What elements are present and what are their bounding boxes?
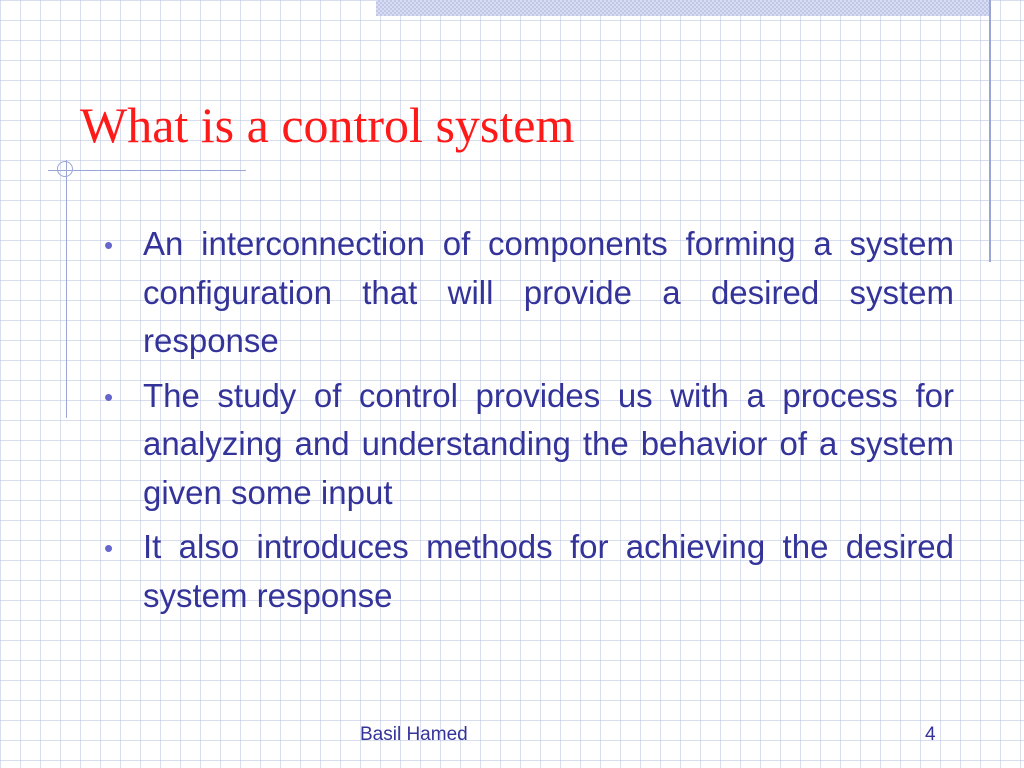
bullet-dot-icon: •: [104, 230, 114, 260]
bullet-text-1: An interconnection of components forming a system configuration that will provide a desired system response: [143, 225, 954, 359]
bullet-item-1: [102, 220, 954, 366]
bullet-item-3: [102, 523, 954, 620]
title-underline-rule: [48, 170, 246, 171]
slide-title: What is a control system: [80, 97, 575, 153]
bullet-item-2: [102, 372, 954, 518]
bullet-list: [102, 220, 954, 626]
bullet-dot-icon: •: [104, 381, 114, 412]
page-number: 4: [925, 724, 936, 745]
bullet-text-2: The study of control provides us with a process for analyzing and understanding the behavior of a system given some input: [143, 376, 954, 511]
crosshair-circle-decoration: [57, 161, 73, 177]
footer-author: Basil Hamed: [360, 724, 468, 745]
bullet-text-3: It also introduces methods for achieving the desired system response: [143, 528, 954, 614]
bullet-dot-icon: •: [104, 533, 114, 563]
right-vertical-rule: [989, 0, 991, 262]
left-vertical-rule: [66, 160, 67, 418]
top-decorative-band: [376, 0, 990, 16]
